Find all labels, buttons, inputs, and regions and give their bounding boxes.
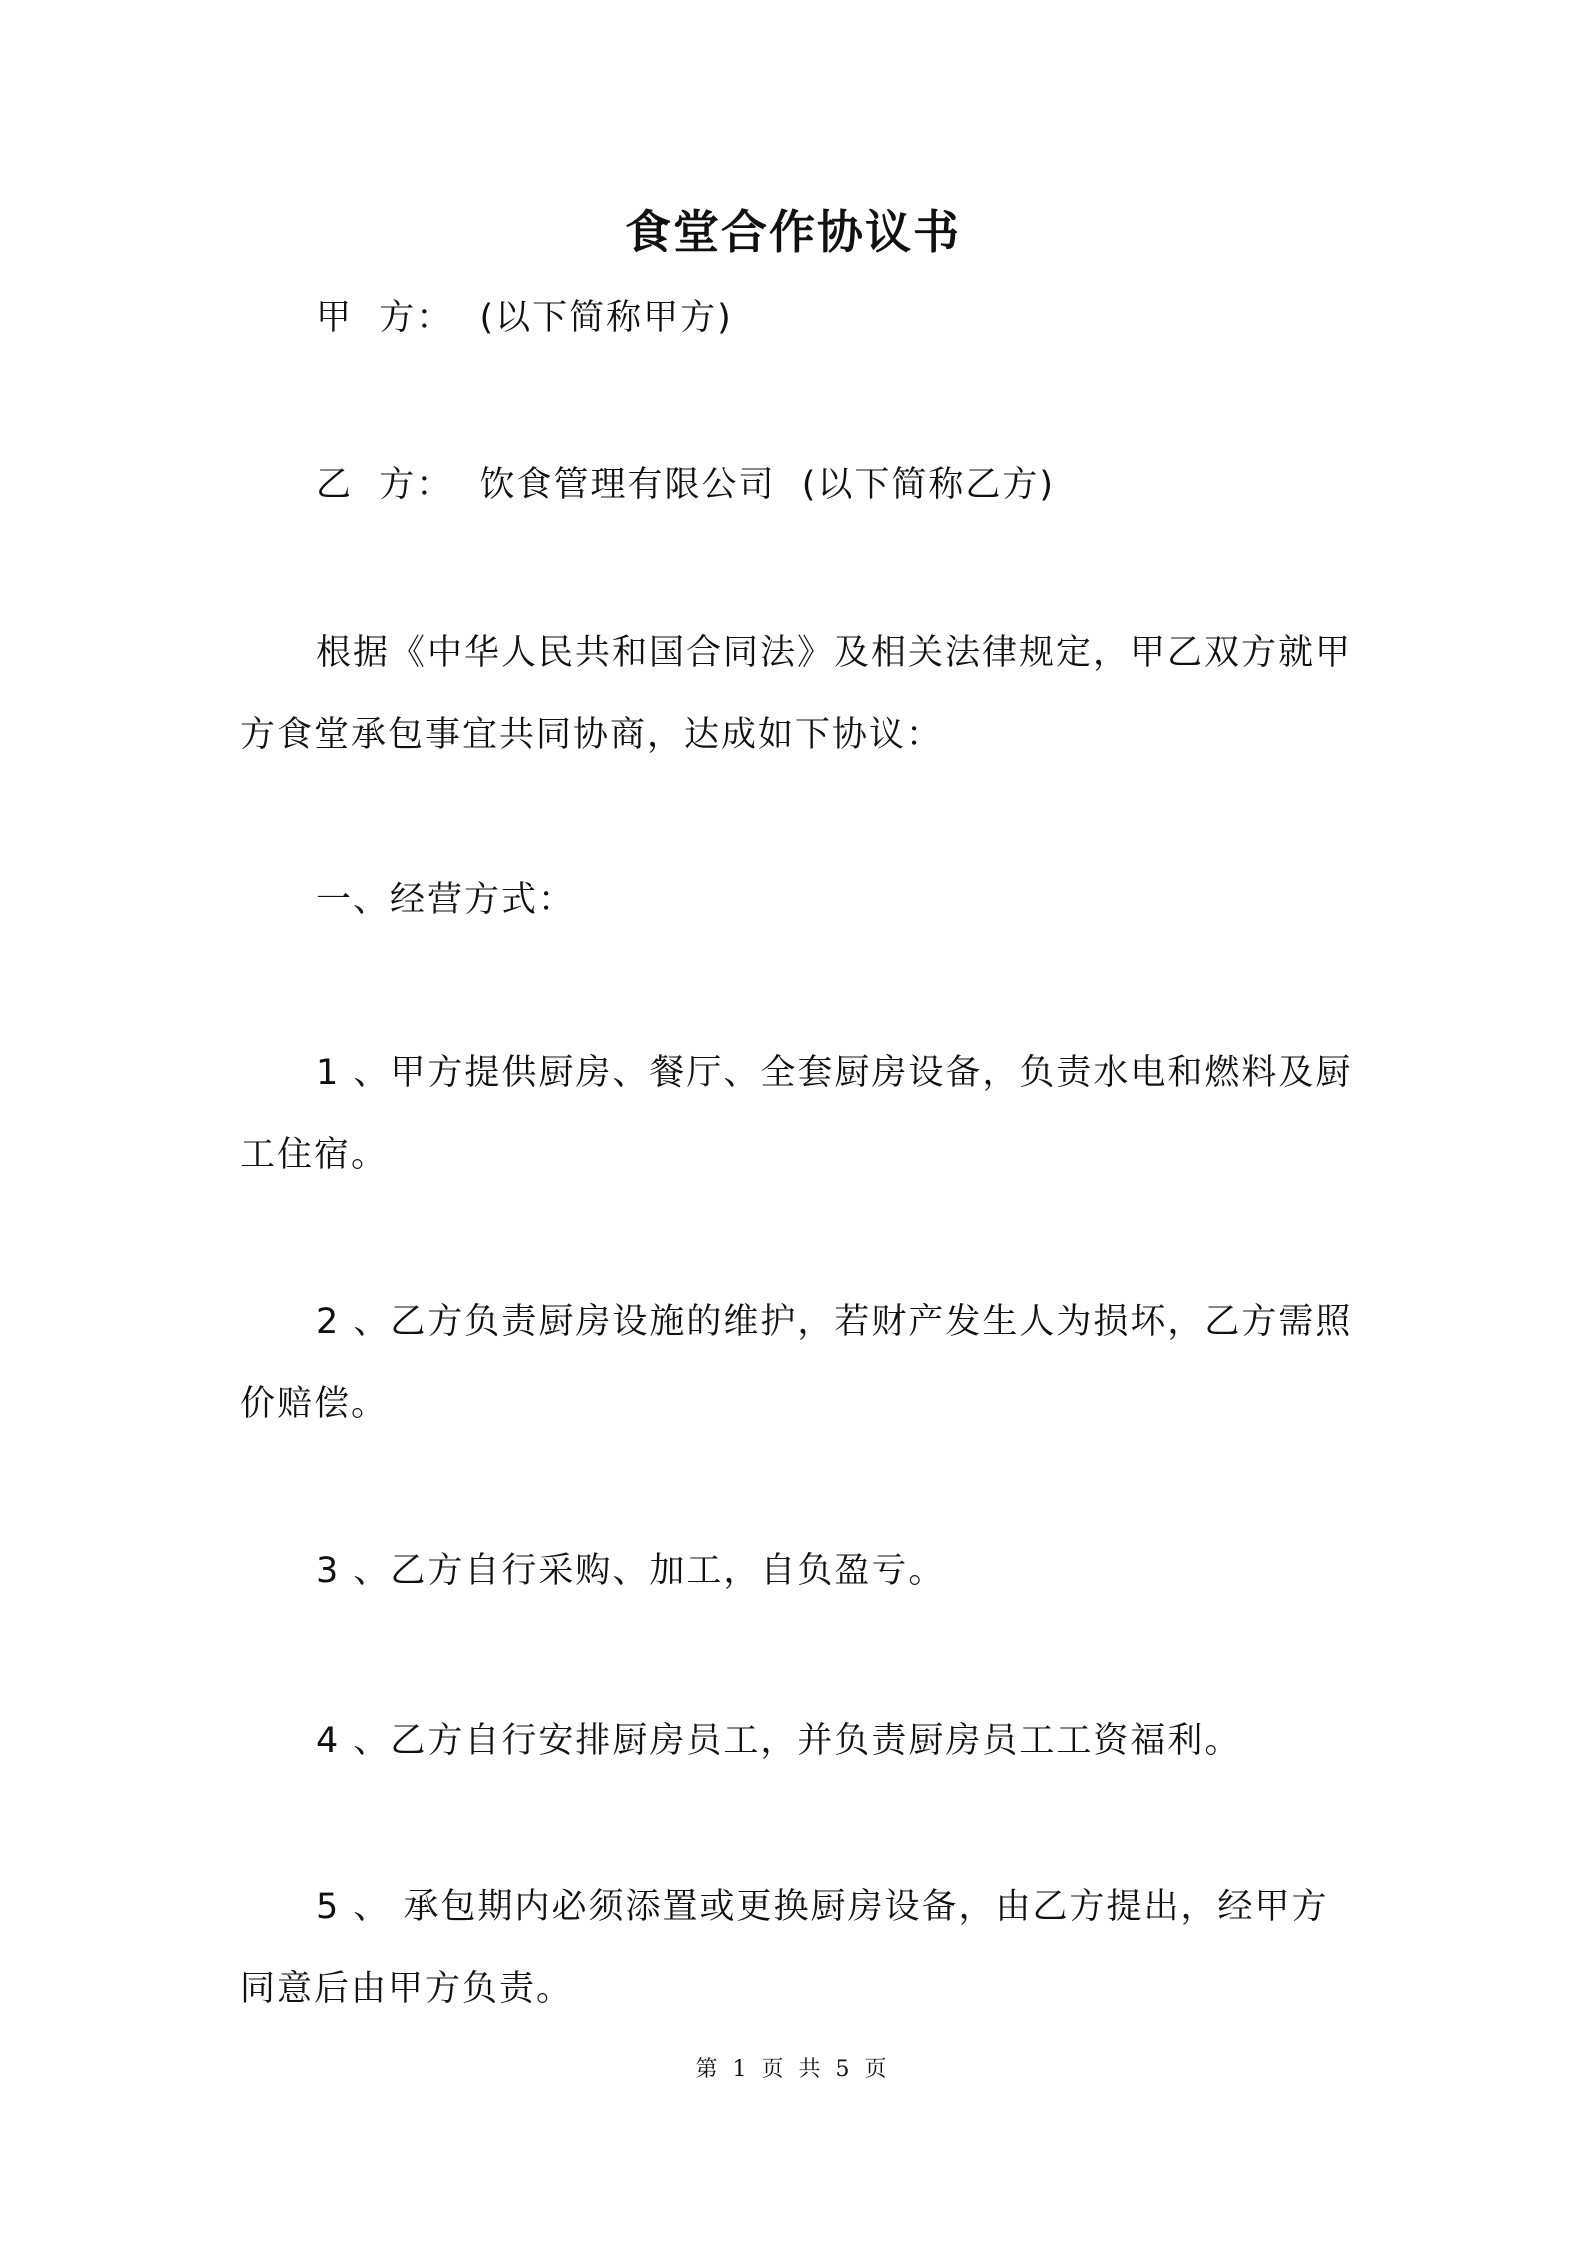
- party-b-line: 乙 方： 饮食管理有限公司 (以下简称乙方): [316, 465, 1056, 505]
- section-heading-1: 一、经营方式：: [316, 880, 576, 920]
- preamble-paragraph: 根据《中华人民共和国合同法》及相关法律规定，甲乙双方就甲方食堂承包事宜共同协商，达成如下协议：: [240, 633, 1353, 755]
- page-footer: 第 1 页 共 5 页: [695, 2057, 891, 2082]
- clause-2: 2 、乙方负责厨房设施的维护，若财产发生人为损坏，乙方需照价赔偿。: [240, 1302, 1353, 1424]
- document-title: 食堂合作协议书: [625, 205, 961, 259]
- clause-5: 5 、 承包期内必须添置或更换厨房设备，由乙方提出，经甲方同意后由甲方负责。: [240, 1887, 1329, 2009]
- party-a-line: 甲 方： (以下简称甲方): [316, 298, 733, 338]
- clause-3: 3 、乙方自行采购、加工，自负盈亏。: [316, 1551, 946, 1591]
- clause-4: 4 、乙方自行安排厨房员工，并负责厨房员工工资福利。: [316, 1721, 1242, 1761]
- clause-1: 1 、甲方提供厨房、餐厅、全套厨房设备，负责水电和燃料及厨工住宿。: [240, 1053, 1353, 1175]
